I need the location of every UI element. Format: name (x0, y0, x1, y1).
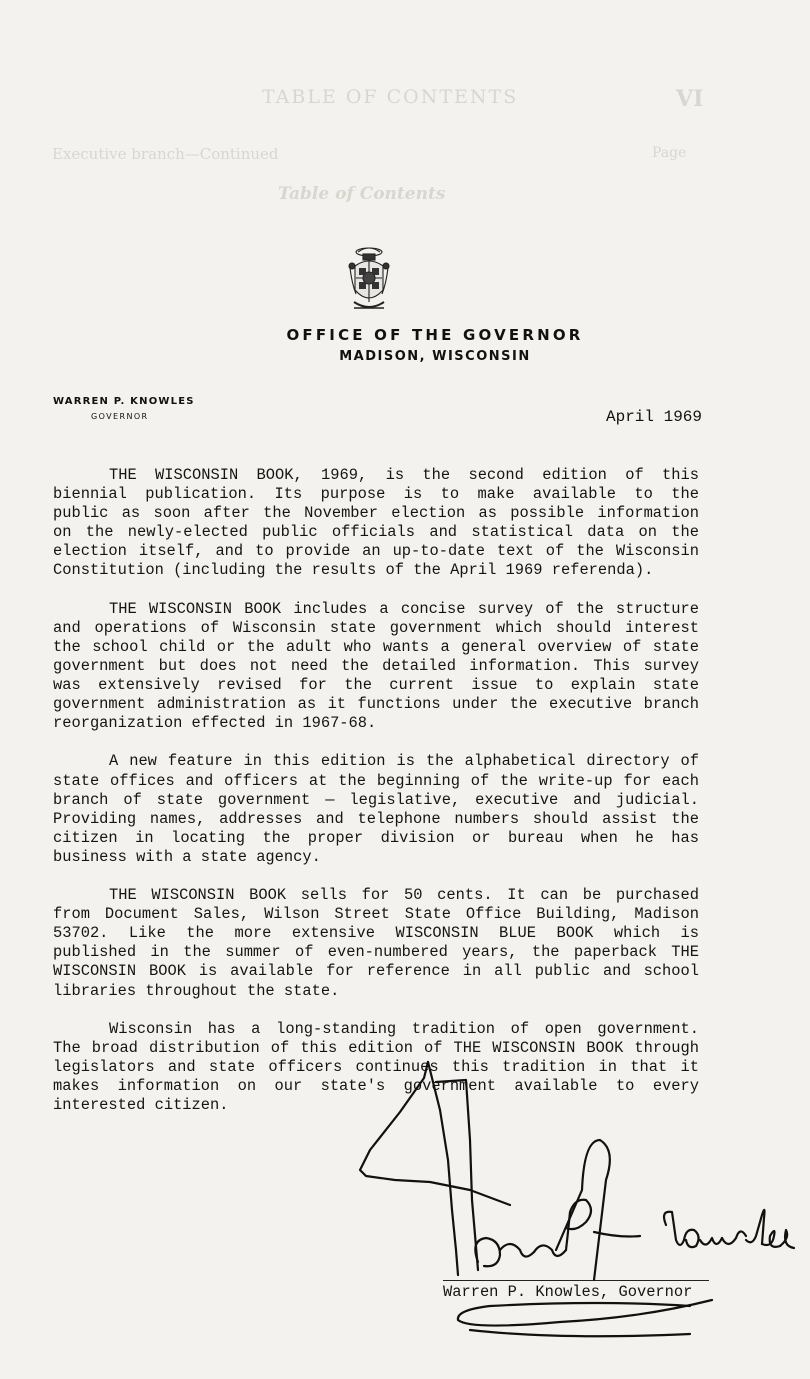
paragraph-line: interested citizen. (53, 1096, 229, 1115)
paragraph-line: published in the summer of even-numbered years, the paperback THE (53, 943, 699, 962)
bleed-toc-title: Table of Contents (278, 184, 446, 204)
paragraph-line: Constitution (including the results of the April 1969 referenda). (53, 561, 654, 580)
bleed-section: Executive branch—Continued (52, 145, 279, 163)
signature-rule (443, 1280, 709, 1281)
paragraph-line: was extensively revised for the current issue to explain state (53, 676, 699, 695)
sender-name: WARREN P. KNOWLES (53, 396, 195, 407)
paragraph-line: business with a state agency. (53, 847, 321, 866)
letter-body (53, 466, 699, 1134)
paragraph-line: THE WISCONSIN BOOK includes a concise survey of the structure (109, 599, 699, 618)
paragraph-line: branch of state government — legislative, executive and judicial. (53, 790, 699, 809)
paragraph-line: Providing names, addresses and telephone numbers should assist the (53, 809, 699, 828)
paragraph-line: legislators and state officers continues this tradition in that it (53, 1057, 699, 1076)
letterhead-location: MADISON, WISCONSIN (339, 349, 531, 364)
paragraph-3 (53, 752, 699, 867)
paragraph-line: from Document Sales, Wilson Street State Office Building, Madison (53, 905, 699, 924)
paragraph-line: state offices and officers at the beginning of the write-up for each (53, 771, 699, 790)
paragraph-line: WISCONSIN BOOK is available for reference in all public and school (53, 962, 699, 981)
bleed-heading: TABLE OF CONTENTS (262, 86, 519, 108)
paragraph-line: and operations of Wisconsin state government which should interest (53, 618, 699, 637)
sender-title: GOVERNOR (91, 412, 149, 421)
paragraph-line: THE WISCONSIN BOOK sells for 50 cents. It can be purchased (109, 886, 699, 905)
paragraph-line: reorganization effected in 1967-68. (53, 714, 377, 733)
paragraph-4 (53, 886, 699, 1001)
wisconsin-seal-icon (348, 244, 390, 316)
bleed-page-number: VI (676, 86, 704, 112)
paragraph-line: on the newly-elected public officials and statistical data on the (53, 523, 699, 542)
paragraph-5 (53, 1019, 699, 1115)
paragraph-line: The broad distribution of this edition of THE WISCONSIN BOOK through (53, 1038, 699, 1057)
paragraph-line: A new feature in this edition is the alphabetical directory of (109, 752, 699, 771)
paragraph-line: election itself, and to provide an up-to-date text of the Wisconsin (53, 542, 699, 561)
paragraph-line: public as soon after the November election as possible information (53, 504, 699, 523)
paragraph-line: libraries throughout the state. (53, 981, 340, 1000)
paragraph-line: the school child or the adult who wants a general overview of state (53, 637, 699, 656)
letterhead-office: OFFICE OF THE GOVERNOR (286, 326, 584, 344)
paragraph-line: biennial publication. Its purpose is to make available to the (53, 485, 699, 504)
paragraph-line: government administration as it functions under the executive branch (53, 695, 699, 714)
letter-date: April 1969 (605, 408, 702, 426)
paragraph-2 (53, 599, 699, 734)
paragraph-line: THE WISCONSIN BOOK, 1969, is the second edition of this (109, 466, 699, 484)
paragraph-line: citizen in locating the proper division or bureau when he has (53, 828, 699, 847)
paragraph-1 (53, 466, 699, 581)
paragraph-line: makes information on our state's government available to every (53, 1077, 699, 1095)
bleed-page-label: Page (652, 145, 687, 161)
paragraph-line: 53702. Like the more extensive WISCONSIN BLUE BOOK which is (53, 924, 699, 943)
paragraph-line: government but does not need the detailed information. This survey (53, 656, 699, 675)
signature-caption: Warren P. Knowles, Governor (443, 1283, 693, 1301)
paragraph-line: Wisconsin has a long-standing tradition of open government. (109, 1019, 699, 1038)
